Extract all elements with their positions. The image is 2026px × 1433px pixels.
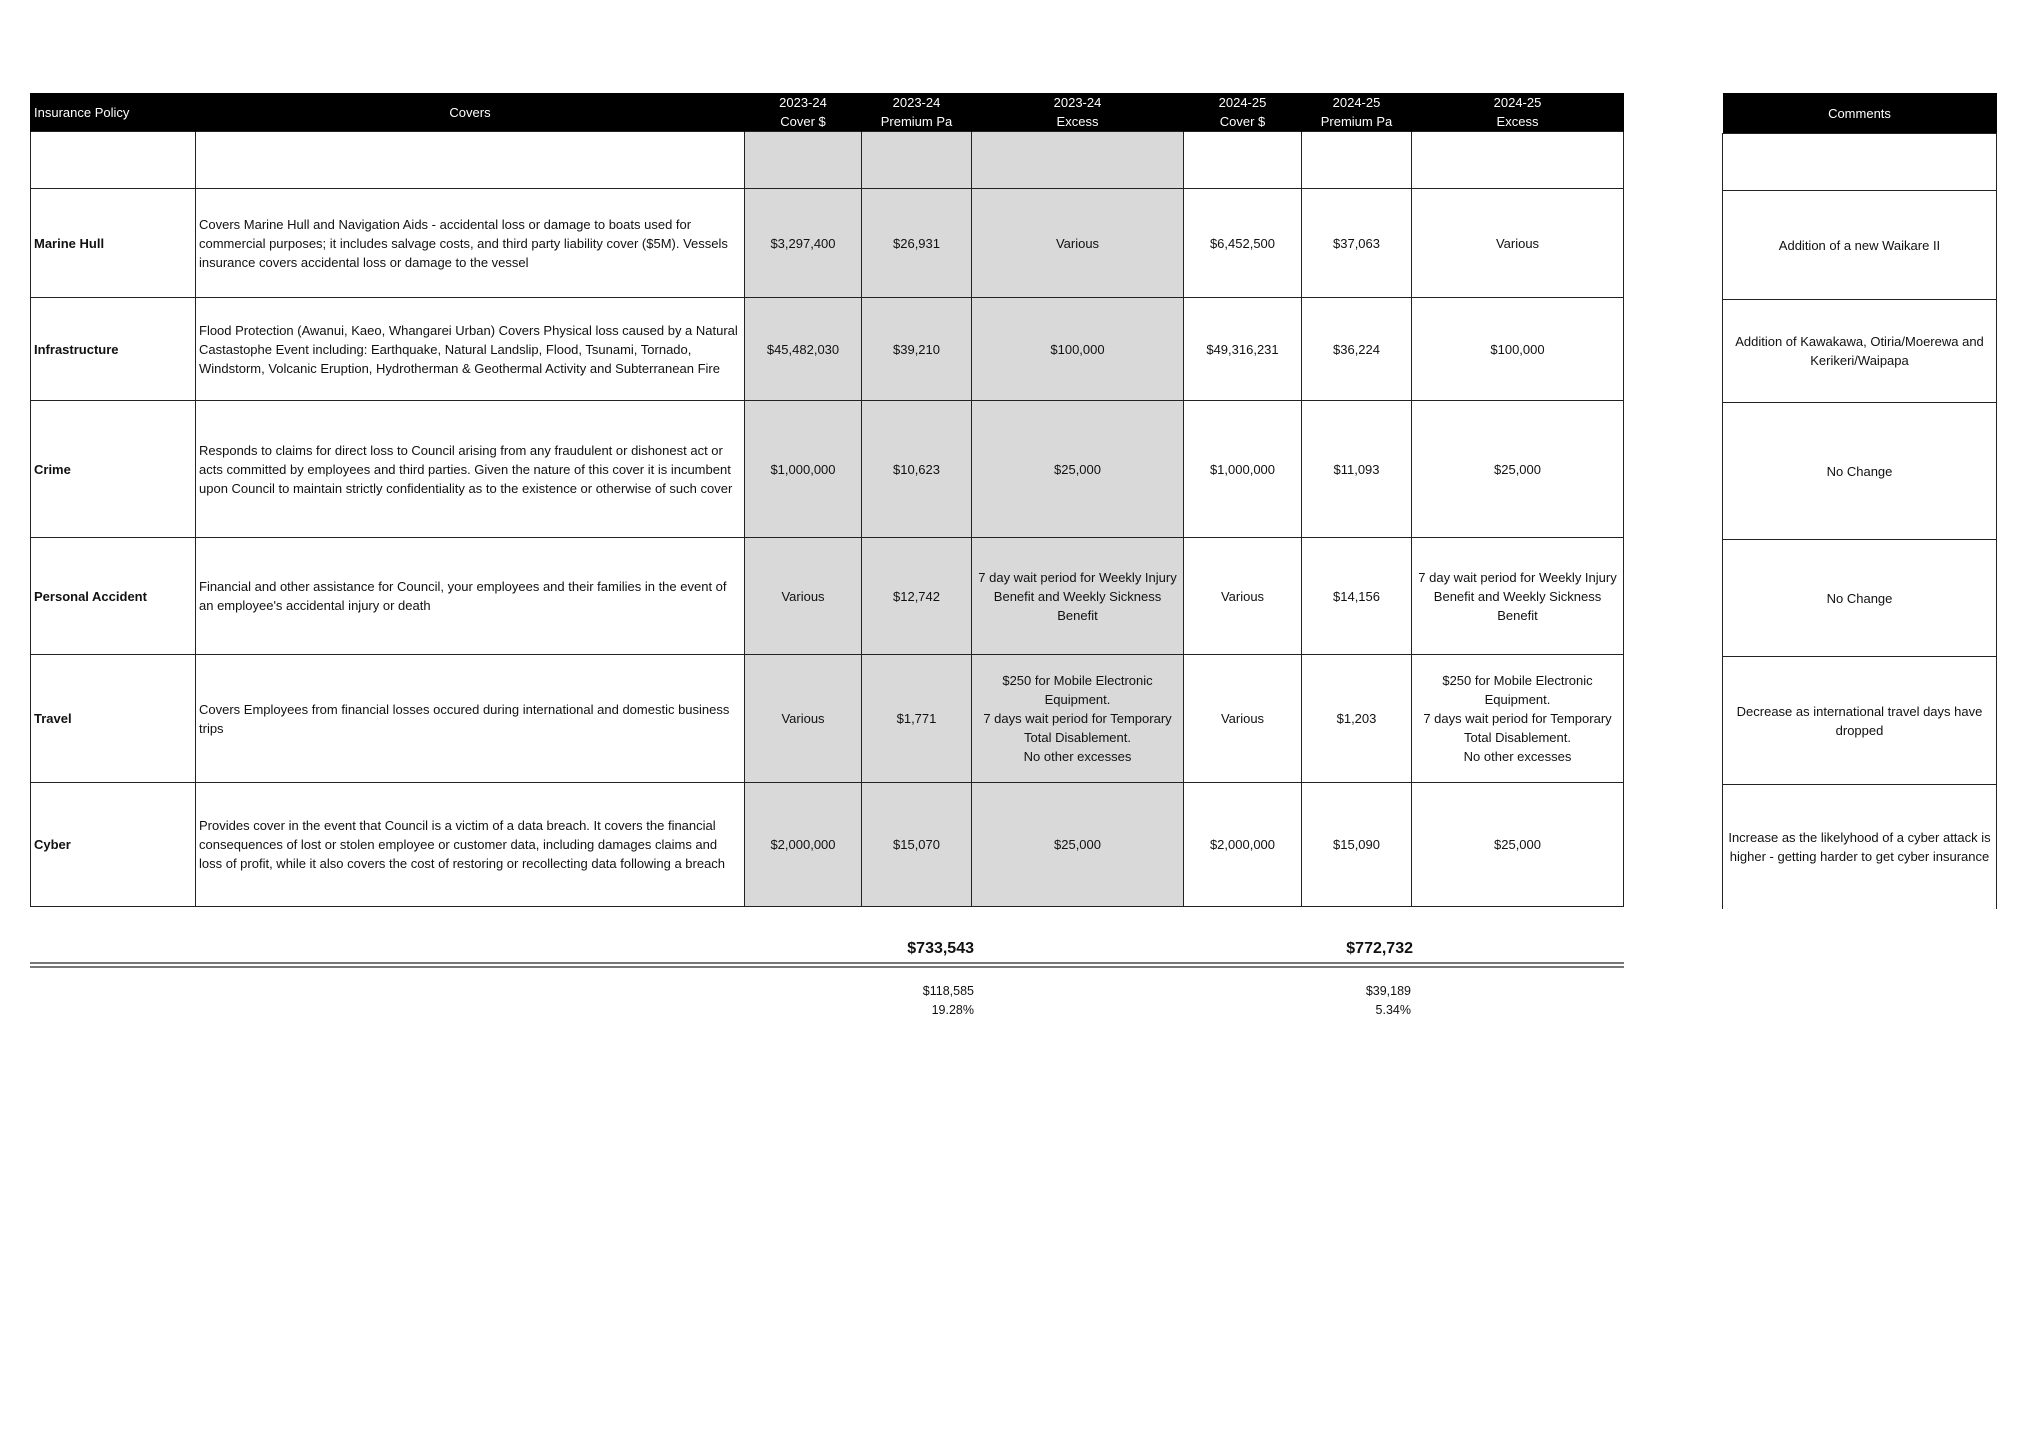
premium-2324: $39,210	[862, 298, 972, 401]
blank-cell	[1412, 132, 1624, 189]
header-2324-excess	[972, 93, 1184, 132]
change-amount-2425: $39,189	[1365, 984, 1411, 998]
covers-description: Flood Protection (Awanui, Kaeo, Whangarei Urban) Covers Physical loss caused by a Natural Castastophe Event including: Earthquake, Natural Landslip, Flood, Tsunami, Tornado, Windstorm, Volcanic Eruption, Hydrotherman & Geothermal Activity and Subterranean Fire	[196, 298, 745, 401]
header-label: Excess	[1496, 114, 1539, 129]
header-year: 2024-25	[1493, 95, 1542, 110]
header-label: Premium Pa	[1320, 114, 1393, 129]
covers-description: Covers Employees from financial losses occured during international and domestic business trips	[196, 655, 745, 783]
policy-name: Travel	[31, 655, 196, 783]
cover-2324: $45,482,030	[745, 298, 862, 401]
comment-cell: Addition of a new Waikare II	[1723, 191, 1997, 300]
cover-2324: $2,000,000	[745, 783, 862, 907]
cover-2425: $1,000,000	[1184, 401, 1302, 538]
premium-2324: $1,771	[862, 655, 972, 783]
table-row-cyber	[31, 783, 1624, 907]
covers-description: Covers Marine Hull and Navigation Aids - accidental loss or damage to boats used for commercial purposes; it includes salvage costs, and third party liability cover ($5M). Vessels insurance covers accidental loss or damage to the vessel	[196, 189, 745, 298]
total-premium-2324: $733,543	[907, 940, 974, 957]
header-label: Premium Pa	[880, 114, 953, 129]
header-row	[31, 93, 1624, 132]
policy-name: Cyber	[31, 783, 196, 907]
premium-2324: $26,931	[862, 189, 972, 298]
table-row-infrastructure	[31, 298, 1624, 401]
change-amount-2324: $118,585	[922, 984, 974, 998]
excess-2324: $250 for Mobile Electronic Equipment. 7 days wait period for Temporary Total Disablement. No other excesses	[972, 655, 1184, 783]
blank-cell	[1302, 132, 1412, 189]
covers-description: Responds to claims for direct loss to Council arising from any fraudulent or dishonest act or acts committed by employees and third parties. Given the nature of this cover it is incumbent upon Council to maintain strictly confidentiality as to the existence or otherwise of such cover	[196, 401, 745, 538]
cover-2425: $49,316,231	[1184, 298, 1302, 401]
policy-name: Infrastructure	[31, 298, 196, 401]
blank-cell	[31, 132, 196, 189]
table-row-travel	[31, 655, 1624, 783]
excess-2425: 7 day wait period for Weekly Injury Benefit and Weekly Sickness Benefit	[1412, 538, 1624, 655]
premium-2425: $15,090	[1302, 783, 1412, 907]
header-label: Cover $	[780, 114, 826, 129]
excess-2324: $25,000	[972, 783, 1184, 907]
header-year: 2023-24	[1053, 95, 1102, 110]
premium-2324: $10,623	[862, 401, 972, 538]
excess-2425: $100,000	[1412, 298, 1624, 401]
cover-2425: $2,000,000	[1184, 783, 1302, 907]
table-row-marine-hull	[31, 189, 1624, 298]
excess-2324: $100,000	[972, 298, 1184, 401]
header-insurance-policy: Insurance Policy	[31, 93, 196, 132]
table-row-personal-accident	[31, 538, 1624, 655]
insurance-table	[30, 93, 1624, 907]
excess-2324: $25,000	[972, 401, 1184, 538]
covers-description: Provides cover in the event that Council is a victim of a data breach. It covers the financial consequences of lost or stolen employee or customer data, including damages claims and loss of profit, while it also covers the cost of restoring or recollecting data following a breach	[196, 783, 745, 907]
premium-2425: $1,203	[1302, 655, 1412, 783]
cover-2425: Various	[1184, 538, 1302, 655]
comment-cell: No Change	[1723, 540, 1997, 657]
policy-name: Crime	[31, 401, 196, 538]
header-year: 2024-25	[1332, 95, 1381, 110]
change-percent-2324: 19.28%	[931, 1003, 974, 1017]
table-row-crime	[31, 401, 1624, 538]
header-label: Cover $	[1219, 114, 1266, 129]
excess-2425: $25,000	[1412, 783, 1624, 907]
header-label: Excess	[1056, 114, 1099, 129]
policy-name: Marine Hull	[31, 189, 196, 298]
premium-2425: $36,224	[1302, 298, 1412, 401]
cover-2425: Various	[1184, 655, 1302, 783]
comment-cell: Decrease as international travel days have dropped	[1723, 657, 1997, 785]
premium-2324: $12,742	[862, 538, 972, 655]
cover-2324: Various	[745, 655, 862, 783]
comment-cell: Addition of Kawakawa, Otiria/Moerewa and Kerikeri/Waipapa	[1723, 300, 1997, 403]
header-covers: Covers	[196, 93, 745, 132]
comment-cell: No Change	[1723, 403, 1997, 540]
comments-table	[1722, 93, 1997, 909]
excess-2425: $250 for Mobile Electronic Equipment. 7 days wait period for Temporary Total Disablement. No other excesses	[1412, 655, 1624, 783]
excess-2324: 7 day wait period for Weekly Injury Benefit and Weekly Sickness Benefit	[972, 538, 1184, 655]
cover-2324: $1,000,000	[745, 401, 862, 538]
blank-cell	[1723, 134, 1997, 191]
cover-2425: $6,452,500	[1184, 189, 1302, 298]
change-percent-2425: 5.34%	[1375, 1003, 1411, 1017]
policy-name: Personal Accident	[31, 538, 196, 655]
total-premium-2425: $772,732	[1346, 940, 1413, 957]
blank-cell	[1184, 132, 1302, 189]
excess-2425: $25,000	[1412, 401, 1624, 538]
blank-cell	[972, 132, 1184, 189]
comment-cell: Increase as the likelyhood of a cyber attack is higher - getting harder to get cyber insurance	[1723, 785, 1997, 909]
blank-cell	[196, 132, 745, 189]
blank-cell	[745, 132, 862, 189]
blank-row	[31, 132, 1624, 189]
total-double-rule	[30, 962, 1624, 964]
excess-2425: Various	[1412, 189, 1624, 298]
header-2425-premium	[1302, 93, 1412, 132]
header-2425-excess	[1412, 93, 1624, 132]
covers-description: Financial and other assistance for Council, your employees and their families in the event of an employee's accidental injury or death	[196, 538, 745, 655]
header-2324-cover	[745, 93, 862, 132]
header-comments: Comments	[1723, 93, 1997, 134]
premium-2425: $14,156	[1302, 538, 1412, 655]
header-2425-cover	[1184, 93, 1302, 132]
blank-cell	[862, 132, 972, 189]
premium-2425: $37,063	[1302, 189, 1412, 298]
total-double-rule	[30, 966, 1624, 968]
premium-2425: $11,093	[1302, 401, 1412, 538]
excess-2324: Various	[972, 189, 1184, 298]
header-2324-premium	[862, 93, 972, 132]
cover-2324: $3,297,400	[745, 189, 862, 298]
cover-2324: Various	[745, 538, 862, 655]
header-year: 2023-24	[779, 95, 827, 110]
premium-2324: $15,070	[862, 783, 972, 907]
header-year: 2023-24	[892, 95, 941, 110]
header-year: 2024-25	[1218, 95, 1267, 110]
